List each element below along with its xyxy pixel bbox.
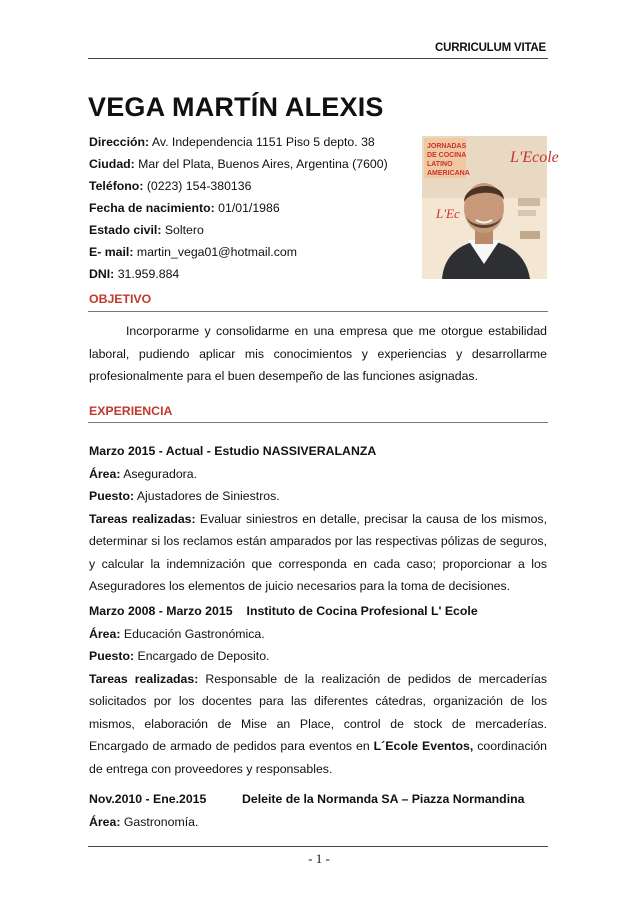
experience-divider (88, 422, 548, 423)
svg-text:LATINO: LATINO (427, 161, 453, 168)
job-role-label: Puesto: (89, 649, 135, 663)
header-title: CURRICULUM VITAE (435, 42, 546, 54)
job-company: Deleite de la Normanda SA – Piazza Normandina (242, 792, 525, 806)
job-area-value: Aseguradora. (120, 466, 198, 481)
job-role (89, 485, 547, 508)
info-address (89, 131, 388, 153)
header-divider (88, 58, 548, 59)
job-area (89, 463, 547, 486)
job-period: Marzo 2015 - Actual (89, 444, 204, 458)
job-area-value: Educación Gastronómica. (120, 626, 265, 641)
info-value: Soltero (161, 223, 204, 237)
footer-divider (88, 846, 548, 847)
job-period: Marzo 2008 - Marzo 2015 (89, 604, 233, 618)
info-value: Mar del Plata, Buenos Aires, Argentina (7600) (134, 157, 388, 171)
job-role-label: Puesto: (89, 489, 135, 503)
job-entry (89, 788, 547, 833)
job-tasks (89, 508, 547, 598)
profile-photo (422, 136, 559, 279)
info-label: E- mail: (89, 245, 134, 259)
objective-paragraph: Incorporarme y consolidarme en una empresa que me otorgue estabilidad laboral, pudiendo aplicar mis conocimientos y experiencias y desarrollarme profesionalmente para el buen desempeño de las funciones asignadas. (89, 324, 547, 383)
job-tasks (89, 668, 547, 781)
profile-photo-image (422, 136, 559, 279)
info-value: 01/01/1986 (214, 201, 280, 215)
info-label: Ciudad: (89, 157, 135, 171)
info-dni (89, 263, 388, 285)
svg-text:L'Ec: L'Ec (436, 206, 460, 221)
candidate-name: VEGA MARTÍN ALEXIS (88, 92, 384, 122)
info-value: (0223) 154-380136 (143, 179, 252, 193)
info-value: 31.959.884 (114, 267, 180, 281)
info-value: martin_vega01@hotmail.com (133, 245, 297, 259)
job-area-value: Gastronomía. (120, 814, 199, 829)
objective-divider (88, 311, 548, 312)
job-role (89, 645, 547, 668)
info-marital-status (89, 219, 388, 241)
job-area-label: Área: (89, 814, 121, 829)
objective-heading: OBJETIVO (89, 292, 152, 306)
info-phone (89, 175, 388, 197)
job-header (89, 600, 547, 623)
job-header: Marzo 2015 - Actual - Estudio NASSIVERALANZA (89, 444, 377, 458)
experience-heading: EXPERIENCIA (89, 404, 173, 418)
job-tasks-value: coordinación de entrega con proveedores y responsables. (89, 739, 548, 776)
svg-text:DE COCINA: DE COCINA (427, 152, 467, 159)
job-tasks-highlight: L´Ecole Eventos, (373, 739, 474, 753)
info-email (89, 241, 388, 263)
job-area (89, 623, 547, 646)
info-city (89, 153, 388, 175)
job-area-label: Área: (89, 466, 121, 481)
svg-text:JORNADAS: JORNADAS (427, 143, 467, 150)
job-company: Instituto de Cocina Profesional L' Ecole (246, 604, 478, 618)
job-role-value: Ajustadores de Siniestros. (134, 489, 280, 503)
job-area (89, 811, 547, 834)
objective-text (89, 320, 547, 388)
job-role-value: Encargado de Deposito. (134, 649, 270, 663)
job-tasks-value: Evaluar siniestros en detalle, precisar la causa de los mismos, determinar si los reclamos están amparados por las respectivas pólizas de seguros, y calcular la indemnización que corresponda en cada caso; proporcionar a los Aseguradores los elementos de juicio necesarios para la toma de decisiones. (89, 511, 547, 593)
job-tasks-label: Tareas realizadas: (89, 511, 196, 526)
personal-info (89, 131, 388, 285)
info-label: Fecha de nacimiento: (89, 201, 215, 215)
job-entry (89, 440, 547, 598)
job-entry (89, 600, 547, 780)
svg-text:AMERICANA: AMERICANA (427, 170, 470, 177)
info-label: DNI: (89, 267, 115, 281)
info-birthdate (89, 197, 388, 219)
info-value: Av. Independencia 1151 Piso 5 depto. 38 (149, 135, 375, 149)
job-period: Nov.2010 - Ene.2015 (89, 792, 207, 806)
job-tasks-value: Responsable de la realización de pedidos de mercaderías solicitados por los docentes para las diferentes cátedras, organización de los mismos, elaboración de Mise an Place, control de stock de mercaderías. Encargado de armado de pedidos para eventos en (89, 671, 547, 753)
info-label: Dirección: (89, 135, 150, 149)
job-tasks-label: Tareas realizadas: (89, 671, 199, 686)
info-label: Estado civil: (89, 223, 162, 237)
job-area-label: Área: (89, 626, 121, 641)
svg-text:L'Ecole: L'Ecole (510, 149, 559, 166)
page-number: - 1 - (308, 851, 330, 866)
job-company: Estudio NASSIVERALANZA (214, 444, 377, 458)
info-label: Teléfono: (89, 179, 144, 193)
job-header (89, 788, 547, 811)
